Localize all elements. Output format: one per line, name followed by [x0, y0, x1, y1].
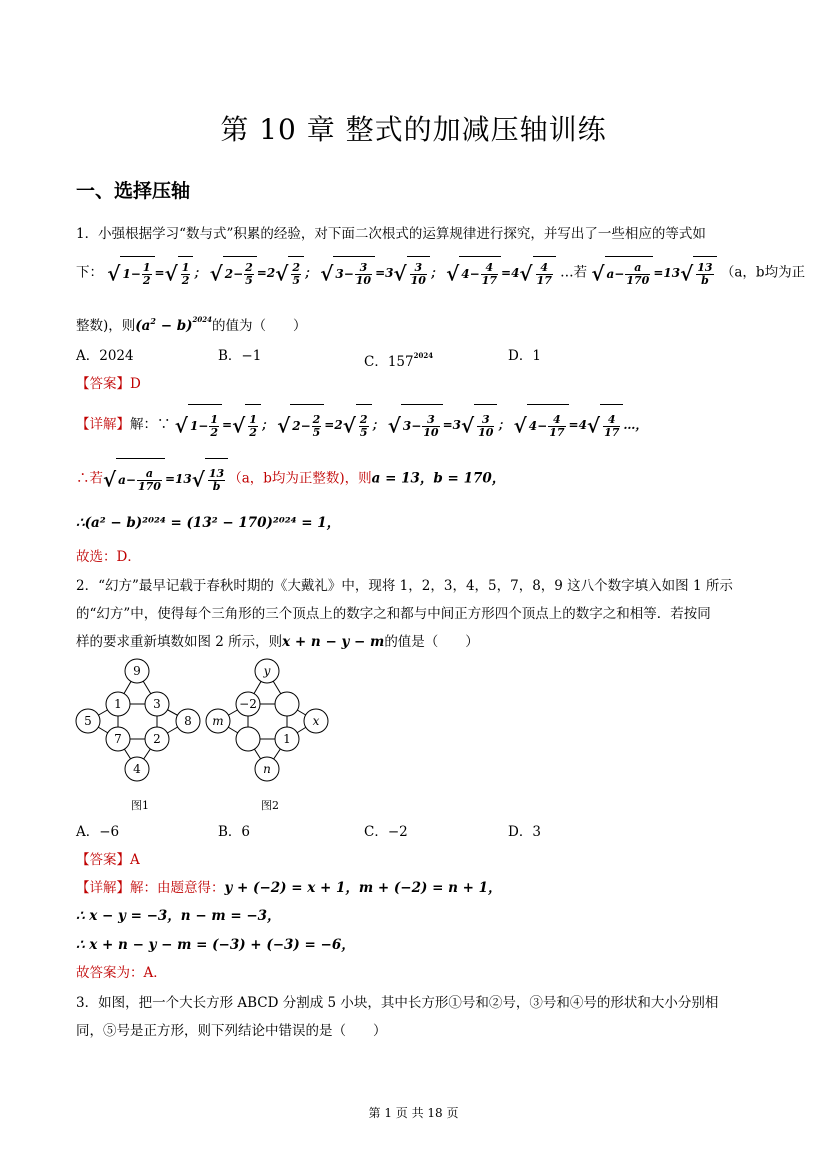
q2-conclusion: 故答案为：A． — [76, 965, 167, 981]
fig1-top: 9 — [133, 664, 141, 678]
q1-conclusion: 故选：D． — [76, 549, 141, 565]
fig1-tr: 3 — [153, 697, 161, 711]
fig2-tl: −2 — [239, 697, 257, 711]
q1-condition-formula: √ a− $\frac{a}{170}$ =13√ $\frac{13}{b}$ — [591, 266, 716, 280]
q1-stem-tail: （a，b均为正 — [720, 264, 806, 281]
q1-detail-label: 【详解】 — [76, 416, 130, 433]
q2-detail-line1 — [76, 878, 502, 898]
q2-detail-line2: ∴ x − y = −3，n − m = −3， — [76, 908, 281, 924]
q1-detail-line1 — [76, 404, 647, 446]
fig1-right: 8 — [184, 714, 192, 728]
q1-expression: $(a^2 - b)^{2024}$ — [135, 315, 213, 334]
q2-detail-a-prefix: 解：由题意得： — [130, 880, 225, 896]
q2-stem-expr: x + n − y − m — [282, 634, 385, 650]
q1-detail-b-formula: √ a− $\frac{a}{170}$ =13√ $\frac{13}{b}$ — [103, 472, 228, 486]
fig2-top: y — [263, 664, 271, 678]
q2-option-d: D．3 — [508, 824, 541, 840]
fig2-right: x — [312, 714, 320, 728]
q3-stem-line2: 同，⑤号是正方形，则下列结论中错误的是（ ） — [76, 1023, 387, 1039]
q2-stem-line2: 的“幻方”中，使得每个三角形的三个顶点上的数字之和都与中间正方形四个顶点上的数字之和相等．若按同 — [76, 606, 711, 622]
q2-option-b: B．6 — [218, 824, 251, 840]
q1-stem-c: 整数)，则 — [76, 318, 136, 334]
fig1-caption: 图1 — [131, 799, 149, 812]
fig1-br: 2 — [153, 732, 161, 746]
fig2-caption: 图2 — [261, 799, 279, 812]
q1-answer: 【答案】D — [76, 376, 141, 392]
q2-stem-line1: 2．“幻方”最早记载于春秋时期的《大戴礼》中，现将 1，2，3，4，5，7，8，9 这八个数字填入如图 1 所示 — [76, 578, 733, 594]
fig1-bottom: 4 — [133, 762, 141, 776]
q1-stem-line2 — [76, 256, 805, 290]
q1-detail-b-tail: （a，b均为正整数)，则 — [228, 470, 372, 487]
q1-stem-prefix: 下： — [76, 264, 103, 281]
page-footer: 第 1 页 共 18 页 — [368, 1106, 459, 1120]
q1-detail-b-vals: a = 13，b = 170， — [371, 470, 506, 487]
q1-detail-formulas: √ 1− $\frac{1}{2}$ =√ $\frac{1}{2}$ ； √ 2− $\frac{2}{5}$ =2√ $\frac{2}{5}$ ； √ 3− $\frac{3}{10}$ =3√ $\frac{3}{10}$ ； √ 4− $\frac{4}{17}$ =4√ $\frac{4}{17}$ …， — [175, 418, 648, 432]
q2-option-a: A．−6 — [76, 824, 120, 840]
q1-option-b: B．−1 — [218, 348, 262, 364]
q2-stem-line3 — [76, 632, 479, 652]
q1-detail-line3: ∴(a² − b)²⁰²⁴ = (13² − 170)²⁰²⁴ = 1， — [76, 515, 341, 531]
section-heading: 一、选择压轴 — [76, 180, 191, 202]
q2-stem-c-prefix: 样的要求重新填数如图 2 所示，则 — [76, 634, 283, 650]
q2-answer: 【答案】A — [76, 852, 140, 868]
q1-option-d: D．1 — [508, 348, 541, 364]
q1-stem-c-tail: 的值为（ ） — [212, 318, 307, 334]
q3-stem-line1: 3．如图，把一个大长方形 ABCD 分割成 5 小块，其中长方形①号和②号，③号和④号的形状和大小分别相 — [76, 995, 719, 1011]
fig2-br: 1 — [283, 732, 291, 746]
q1-detail-b-prefix: ∴若 — [76, 470, 103, 487]
q2-detail-a-expr: y + (−2) = x + 1，m + (−2) = n + 1， — [224, 880, 502, 896]
fig1-bl: 7 — [114, 732, 122, 746]
q2-detail-line3: ∴ x + n − y − m = (−3) + (−3) = −6， — [76, 937, 355, 953]
q1-formula-seq: √ 1− $\frac{1}{2}$ =√ $\frac{1}{2}$ ； √ 2− $\frac{2}{5}$ =2√ $\frac{2}{5}$ ； √ 3− $\frac{3}{10}$ =3√ $\frac{3}{10}$ ； √ 4− $\frac{4}{17}$ =4√ $\frac{4}{17}$ — [107, 266, 560, 280]
q1-option-a: A．2024 — [76, 348, 134, 364]
q2-detail-label: 【详解】 — [76, 880, 130, 896]
q1-stem-line3 — [76, 310, 307, 336]
fig2-bottom: n — [263, 762, 271, 776]
magic-square-figures — [70, 658, 340, 818]
q2-option-c: C．−2 — [364, 824, 408, 840]
q1-detail-a: 解：∵ — [130, 416, 171, 433]
q1-detail-line2 — [76, 458, 505, 500]
fig2-left: m — [212, 714, 224, 728]
q1-stem-line1: 1．小强根据学习“数与式”积累的经验，对下面二次根式的运算规律进行探究，并写出了一些相应的等式如 — [76, 226, 706, 242]
q1-stem-if: …若 — [560, 264, 588, 281]
q2-stem-c-tail: 的值是（ ） — [384, 634, 479, 650]
fig1-tl: 1 — [114, 697, 122, 711]
page-title: 第 10 章 整式的加减压轴训练 — [220, 113, 607, 146]
fig1-left: 5 — [84, 714, 92, 728]
q1-option-c: C．$157^{2024}$ — [364, 351, 434, 370]
